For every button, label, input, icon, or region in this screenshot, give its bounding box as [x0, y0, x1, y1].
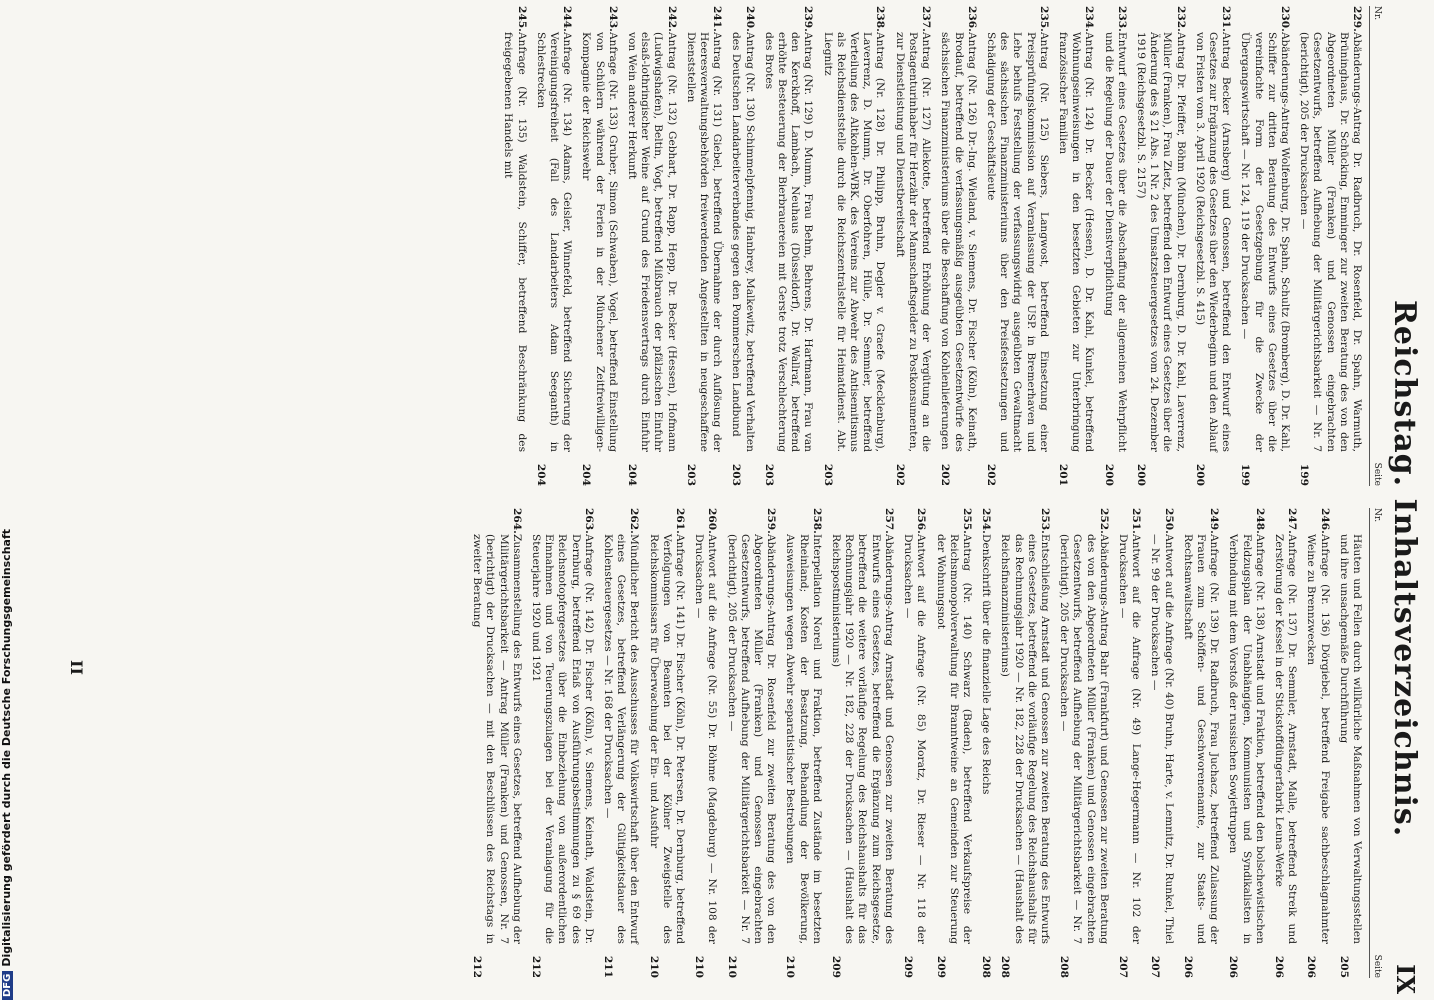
toc-entry — [820, 6, 886, 486]
column-head-nr: Nr. — [1372, 6, 1382, 21]
entry-text: Antrag (Nr. 130) Schimmelpfennig, Hanbrey, Malkewitz, betreffend Verhalten des Deutschen Landarbeiterverbandes gegen den Pommerschen Landbund — [730, 32, 756, 452]
entry-page: 200 — [1193, 463, 1206, 486]
entry-text: Denkschrift über die finanzielle Lage des Reichs — [980, 534, 993, 795]
toc-entry — [1297, 6, 1363, 486]
toc-entry — [893, 6, 933, 486]
entry-number: 242. — [665, 6, 678, 32]
entry-page: 202 — [939, 463, 952, 486]
entry-number: 261. — [674, 508, 687, 534]
entry-text: Antrag (Nr. 140) Schwarz (Baden), betreffend Verkaufspreise der Reichsmonopolverwaltung für Branntweine an Gemeinden zur Steuerung der Wohnungsnot — [934, 534, 973, 944]
entry-number: 246. — [1318, 508, 1331, 534]
column-head-seite: Seite — [1372, 954, 1382, 978]
entry-page: 203 — [821, 463, 834, 486]
toc-entry — [829, 508, 895, 978]
entry-text: Anfrage (Nr. 133) Gruber, Simon (Schwaben), Vogel, betreffend Einstellung von Schülern während der Ferien in der Münchener Zeitfreiwilligen-Kompagnie der Reichswehr — [580, 32, 619, 452]
entry-text: Anfrage (Nr. 139) Dr. Radbruch, Frau Juchacz, betreffend Zulassung der Frauen zum Schöffen- und Geschworenenamte, zur Staats- und Rechtsanwaltschaft — [1181, 534, 1221, 944]
entry-text: Anfrage (Nr. 141) Dr. Fischer (Köln), Dr. Petersen, Dr. Dernburg, betreffend Verfolgungen von Beamten bei der Kölner Zweigstelle des Reichskommissars für Überwachung der Ein- und Ausfuhr — [647, 534, 687, 944]
entry-page: 210 — [647, 955, 660, 978]
entry-text: Häuten und Fellen durch willkürliche Maßnahmen von Verwaltungsstellen und ihre unsachgemäße Durchführung — [1337, 534, 1363, 944]
toc-entry — [998, 508, 1051, 978]
right-entry-list — [470, 508, 1363, 978]
entry-text: Zusammenstellung des Entwurfs eines Gesetzes, betreffend Aufhebung der Militärgerichtsbarkeit — Antrag Müller (Franken) und Genossen, Nr. 7 (berichtigt) der Drucksachen — mit den Beschlüssen des Reichstags in zweiter Beratung — [471, 534, 523, 944]
toc-entry — [933, 508, 973, 978]
entry-page: 208 — [980, 955, 993, 978]
entry-text: Anfrage (Nr. 142) Dr. Fischer (Köln), v. Siemens, Keinath, Waldstein, Dr. Dernburg, betreffend Erlaß von Ausführungsbestimmungen zu § 69 des Reichsnotopfergesetzes über die Einbeziehung von außerordentlichen Einnahmen und von Teuerungszulagen bei der Veranlagung für die Steuerjahre 1920 und 1921 — [530, 534, 595, 944]
entry-text: Abänderungs-Antrag Dr. Rosenfeld zur zweiten Beratung des von den Abgeordneten Müller (Franken) und Genossen eingebrachten Gesetzentwurfs, betreffend Aufhebung der Militärgerichtsbarkeit — Nr. 7 (berichtigt), 205 der Drucksachen — — [725, 534, 778, 944]
entry-number: 259. — [765, 508, 778, 534]
entry-page: 206 — [1227, 955, 1240, 978]
entry-page: 209 — [934, 955, 947, 978]
entry-text: Abänderungs-Antrag Arnstadt und Genossen zur zweiten Beratung des Entwurfs eines Gesetzes, betreffend die Ergänzung zum Reichsgesetze, betreffend die weitere vorläufige Regelung des Reichshaushalts für das Rechnungsjahr 1920 — Nr. 182, 228 der Drucksachen — (Haushalt des Reichspostministeriums) — [830, 534, 895, 944]
entry-number: 241. — [711, 6, 724, 32]
entry-number: 256. — [915, 508, 928, 534]
entry-number: 239. — [802, 6, 815, 32]
toc-entry — [1337, 508, 1363, 978]
entry-number: 229. — [1351, 6, 1363, 32]
entry-number: 257. — [882, 508, 895, 534]
entry-text: Abänderungs-Antrag Bahr (Frankfurt) und Genossen zur zweiten Beratung des von den Abgeordneten Müller (Franken) und Genossen eingebrachten Gesetzentwurfs, betreffend Aufhebung der Militärgerichtsbarkeit — Nr. 7 (berichtigt), 205 der Drucksachen — — [1058, 534, 1110, 944]
entry-page: 208 — [1058, 955, 1071, 978]
entry-text: Anfrage (Nr. 136) Dörgiebel, betreffend Freigabe sachbeschlagnahmter Weine zu Brennzwecken — [1305, 534, 1331, 944]
entry-number: 236. — [965, 6, 978, 32]
left-column-head — [1369, 6, 1382, 486]
entry-number: 233. — [1115, 6, 1128, 32]
entry-page: 205 — [1337, 955, 1350, 978]
entry-page: 202 — [984, 463, 997, 486]
toc-entry — [1304, 508, 1330, 978]
entry-number: 237. — [920, 6, 933, 32]
entry-number: 264. — [510, 508, 523, 534]
entry-page: 206 — [1181, 955, 1194, 978]
footer-roman-page: II — [67, 660, 86, 675]
entry-number: 249. — [1208, 508, 1221, 534]
entry-text: Antrag (Nr. 132) Gebhart, Dr. Rapp, Hepp, Dr. Becker (Hessen), Hofmann (Ludwigshafen), Beltin, Vogt, betreffend Mißbrauch der pfälzischen Einfuhr elsaß-lothringischer Weine auf Grund des Friedensvertrags durch Einfuhr von Wein anderer Herkunft — [626, 32, 678, 452]
toc-entry — [692, 508, 718, 978]
toc-entry — [1238, 6, 1291, 486]
toc-entry — [729, 6, 755, 486]
toc-entry — [501, 6, 527, 486]
entry-text: Anfrage (Nr. 134) Adams, Geisler, Winnefeld, betreffend Sicherung der Vereinigungsfreiheit (Fall des Landarbeiters Adam Seeganth) in Schlestrecken — [534, 32, 574, 452]
left-column — [82, 6, 1382, 486]
entry-text: Antrag (Nr. 126) Dr.-Ing. Wieland, v. Siemens, Dr. Fischer (Köln), Keinath, Brodauf, betreffend die verfassungsmäßig ausgeübten Gesetzentwürfe des sächsischen Finanzministeriums über die Beschaffung von Kohlenlieferungen — [939, 32, 978, 452]
entry-text: Antrag (Nr. 127) Allekotte, betreffend Erhöhung der Vergütung an die Postagenturinhaber für Herzähr der Mannschaftsgelder zu Postkonsumenten, zur Dienstleistung und Dienstbereitschaft — [893, 32, 933, 452]
page-title: Reichstag. Inhaltsverzeichnis. — [1387, 300, 1422, 838]
page-header — [1386, 0, 1426, 1000]
entry-number: 232. — [1174, 6, 1187, 32]
toc-entry — [534, 6, 574, 486]
entry-text: Mündlicher Bericht des Ausschusses für Volkswirtschaft über den Entwurf eines Gesetzes, betreffend Verlängerung der Gültigkeitsdauer des Kohlensteuergesetzes — Nr. 168 der Drucksachen — — [602, 534, 641, 944]
entry-page: 204 — [580, 463, 593, 486]
entry-page: 207 — [1116, 955, 1129, 978]
entry-page: 209 — [830, 955, 843, 978]
entry-page: 210 — [784, 955, 797, 978]
entry-number: 262. — [628, 508, 641, 534]
entry-number: 240. — [743, 6, 756, 32]
entry-number: 258. — [810, 508, 823, 534]
entry-number: 247. — [1286, 508, 1299, 534]
entry-text: Antrag (Nr. 129) D. Mumm, Frau Behm, Behrens, Dr. Hartmann, Frau van den Kerckhoff, Lambach, Neuhaus (Düsseldorf), Dr. Wallraf, betreffend erhöhte Besteuerung der Bierbrauereien mit Gerste trotz Verschlechterung des Brotes — [762, 32, 815, 452]
entry-number: 244. — [561, 6, 574, 32]
dfg-logo: DFG — [2, 971, 13, 1000]
entry-text: Antrag (Nr. 131) Giebel, betreffend Übernahme der durch Auflösung der Heeresverwaltungsbehörden freiwerdenden Angestellten in neugeschaffene Dienststellen — [684, 32, 724, 452]
entry-page: 210 — [725, 955, 738, 978]
entry-page: 200 — [1134, 463, 1147, 486]
entry-page: 204 — [626, 463, 639, 486]
entry-number: 253. — [1038, 508, 1051, 534]
toc-entry — [938, 6, 978, 486]
entry-page: 206 — [1305, 955, 1318, 978]
entry-text: Entschließung Arnstadt und Genossen zur zweiten Beratung des Entwurfs eines Gesetzes, betreffend die vorläufige Regelung des Reichshaushalts für das Rechnungsjahr 1920 — Nr. 182, 228 der Drucksachen — (Haushalt des Reichsfinanzministeriums) — [999, 534, 1051, 944]
entry-text: Antrag Becker (Arnsberg) und Genossen, betreffend den Entwurf eines Gesetzes zur Ergänzung des Gesetzes über den Wiederbeginn und den Ablauf von Fristen vom 3. April 1920 (Reichsgesetzbl. S. 415) — [1193, 32, 1233, 452]
page-roman-number: IX — [1391, 964, 1420, 994]
entry-page: 208 — [999, 955, 1012, 978]
entry-page: 211 — [602, 955, 615, 978]
entry-page: 207 — [1149, 955, 1162, 978]
entry-page: 199 — [1239, 463, 1252, 486]
entry-text: Entwurf eines Gesetzes über die Abschaffung der allgemeinen Wehrpflicht und die Regelung der Dauer der Dienstverpflichtung — [1102, 32, 1128, 452]
toc-entry — [529, 508, 595, 978]
entry-page: 202 — [893, 463, 906, 486]
toc-entry — [1056, 6, 1096, 486]
toc-entry — [1181, 508, 1221, 978]
digitization-credit — [0, 528, 13, 1000]
toc-entry — [601, 508, 641, 978]
toc-entry — [1134, 6, 1187, 486]
toc-entry — [1101, 6, 1127, 486]
toc-entry — [625, 6, 678, 486]
toc-entry — [1193, 6, 1233, 486]
entry-text: Antwort auf die Anfrage (Nr. 85) Moratz, Dr. Rieser — Nr. 118 der Drucksachen — — [902, 534, 928, 944]
page-footer — [56, 0, 86, 1000]
toc-entry — [1148, 508, 1174, 978]
right-column — [82, 508, 1382, 978]
entry-text: Antwort auf die Anfrage (Nr. 49) Lange-Hegermann — Nr. 102 der Drucksachen — — [1116, 534, 1143, 944]
entry-page: 209 — [902, 955, 915, 978]
entry-text: Antrag (Nr. 125) Siebers, Langwost, betreffend Einsetzung einer Preisprüfungskommission auf Veranlassung der USP. in Bremerhaven und Lehe behufs Feststellung der verfassungswidrig ausgeübten Gewaltmacht des sächsischen Finanzministeriums über den Preisfestsetzungen und Schädigung der Geschäftsleute — [984, 32, 1050, 452]
toc-entry — [984, 6, 1050, 486]
entry-text: Antrag Dr. Pfeiffer, Böhm (München), Dr. Dernburg, D. Dr. Kahl, Laverrenz, Müller (Franken), Frau Zietz, betreffend den Entwurf eines Gesetzes über die Änderung des § 21 Abs. 1 Nr. 2 des Umsatzsteuergesetzes vom 24. Dezember 1919 (Reichsgesetzbl. S. 2157) — [1134, 32, 1187, 452]
entry-number: 238. — [874, 6, 887, 32]
entry-page: 203 — [684, 463, 697, 486]
toc-entry — [646, 508, 686, 978]
entry-number: 245. — [515, 6, 528, 32]
entry-page: 212 — [530, 955, 543, 978]
entry-text: Antrag (Nr. 124) Dr. Becker (Hessen), D. Dr. Kahl, Kunkel, betreffend Wohnungseinweisungen in den besetzten Gebieten zur Unterbringung französischer Familien — [1056, 32, 1096, 452]
entry-number: 250. — [1162, 508, 1175, 534]
entry-number: 252. — [1097, 508, 1110, 534]
toc-entry — [762, 6, 815, 486]
entry-page: 203 — [730, 463, 743, 486]
toc-entry — [1226, 508, 1266, 978]
entry-page: 204 — [534, 463, 547, 486]
toc-entry — [901, 508, 927, 978]
entry-number: 235. — [1037, 6, 1050, 32]
entry-number: 234. — [1083, 6, 1096, 32]
entry-text: Abänderungs-Antrag Wolfenburg, Dr. Spahn, Schultz (Bromberg), D. Dr. Kahl, Schiffer zur dritten Beratung des Entwurfs eines Gesetzes über die vereinfachte Form der Gesetzgebung für die Zwecke der Übergangswirtschaft — Nr. 124, 119 der Drucksachen — — [1239, 32, 1291, 452]
entry-text: Antrag (Nr. 128) Dr. Philipp, Bruhn, Degler v. Graefe (Mecklenburg), Laverrenz, D. Mumm, Dr. Oberfohren, Hülle, Dr. Semmler, betreffend Verteilung des Altkohlen-WBK. des Vereins zur Abwehr des Antisemitismus als Reichsdienststelle durch die Reichszentralstelle für Heimatdienst. Abt. Liegnitz — [821, 32, 887, 452]
toc-entry — [724, 508, 777, 978]
entry-page: 210 — [693, 955, 706, 978]
entry-page: 200 — [1102, 463, 1115, 486]
entry-number: 254. — [980, 508, 993, 534]
toc-entry — [1057, 508, 1110, 978]
entry-text: Anfrage (Nr. 135) Waldstein, Schiffer, betreffend Beschränkung des freigegebenen Handels mit — [502, 32, 528, 452]
entry-number: 251. — [1130, 508, 1143, 534]
column-head-nr: Nr. — [1372, 508, 1382, 523]
toc-entry — [470, 508, 523, 978]
entry-page: 206 — [1272, 955, 1285, 978]
entry-number: 263. — [582, 508, 595, 534]
entry-page: 212 — [471, 955, 484, 978]
toc-entry — [684, 6, 724, 486]
entry-page: 203 — [762, 463, 775, 486]
entry-text: Anfrage (Nr. 137) Dr. Semmler, Arnstadt, Malle, betreffend Streik und Zerstörung der Kessel in der Stickstoffdüngerfabrik Leuna-Werke — [1272, 534, 1299, 944]
entry-number: 230. — [1278, 6, 1291, 32]
entry-page: 201 — [1056, 463, 1069, 486]
entry-number: 231. — [1220, 6, 1233, 32]
entry-number: 255. — [960, 508, 973, 534]
entry-text: Antwort auf die Anfrage (Nr. 40) Bruhn, Harte, v. Lemnitz, Dr. Runkel, Thiel — Nr. 99 der Drucksachen — — [1149, 534, 1175, 944]
column-head-seite: Seite — [1372, 462, 1382, 486]
entry-text: Antwort auf die Anfrage (Nr. 55) Dr. Böhme (Magdeburg) — Nr. 108 der Drucksachen — — [693, 534, 719, 944]
left-entry-list — [501, 6, 1363, 486]
toc-entry — [1116, 508, 1142, 978]
toc-entry — [1272, 508, 1298, 978]
credit-text: Digitalisierung gefördert durch die Deutsche Forschungsgemeinschaft — [0, 528, 13, 967]
right-column-head — [1369, 508, 1382, 978]
entry-text: Anfrage (Nr. 138) Arnstadt und Fraktion, betreffend den bolschewistischen Feldzugsplan der Unabhängigen, Kommunisten und Syndikalisten in Verbindung mit dem Vorstoß der russischen Sowjettruppen — [1227, 534, 1266, 944]
entry-page: 199 — [1298, 463, 1311, 486]
toc-entry — [783, 508, 823, 978]
toc-entry — [979, 508, 992, 978]
entry-text: Abänderungs-Antrag Dr. Radbruch, Dr. Rosenfeld, Dr. Spahn, Warmuth, Brüninghaus, Dr. Schücking, Emminger zur zweiten Beratung des von den Abgeordneten Müller (Franken) und Genossen eingebrachten Gesetzentwurfs, betreffend Aufhebung der Militärgerichtsbarkeit — Nr. 7 (berichtigt), 205 der Drucksachen — — [1298, 32, 1363, 452]
toc-entry — [579, 6, 619, 486]
entry-number — [1337, 508, 1363, 534]
entry-number: 243. — [606, 6, 619, 32]
entry-number: 248. — [1253, 508, 1266, 534]
entry-number: 260. — [706, 508, 719, 534]
entry-text: Interpellation Norell und Fraktion, betreffend Zustände im besetzten Rheinland; Kosten der Besatzung, Behandlung der Bevölkerung, Ausweisungen wegen Abwehr separatistischer Bestrebungen — [784, 534, 823, 944]
